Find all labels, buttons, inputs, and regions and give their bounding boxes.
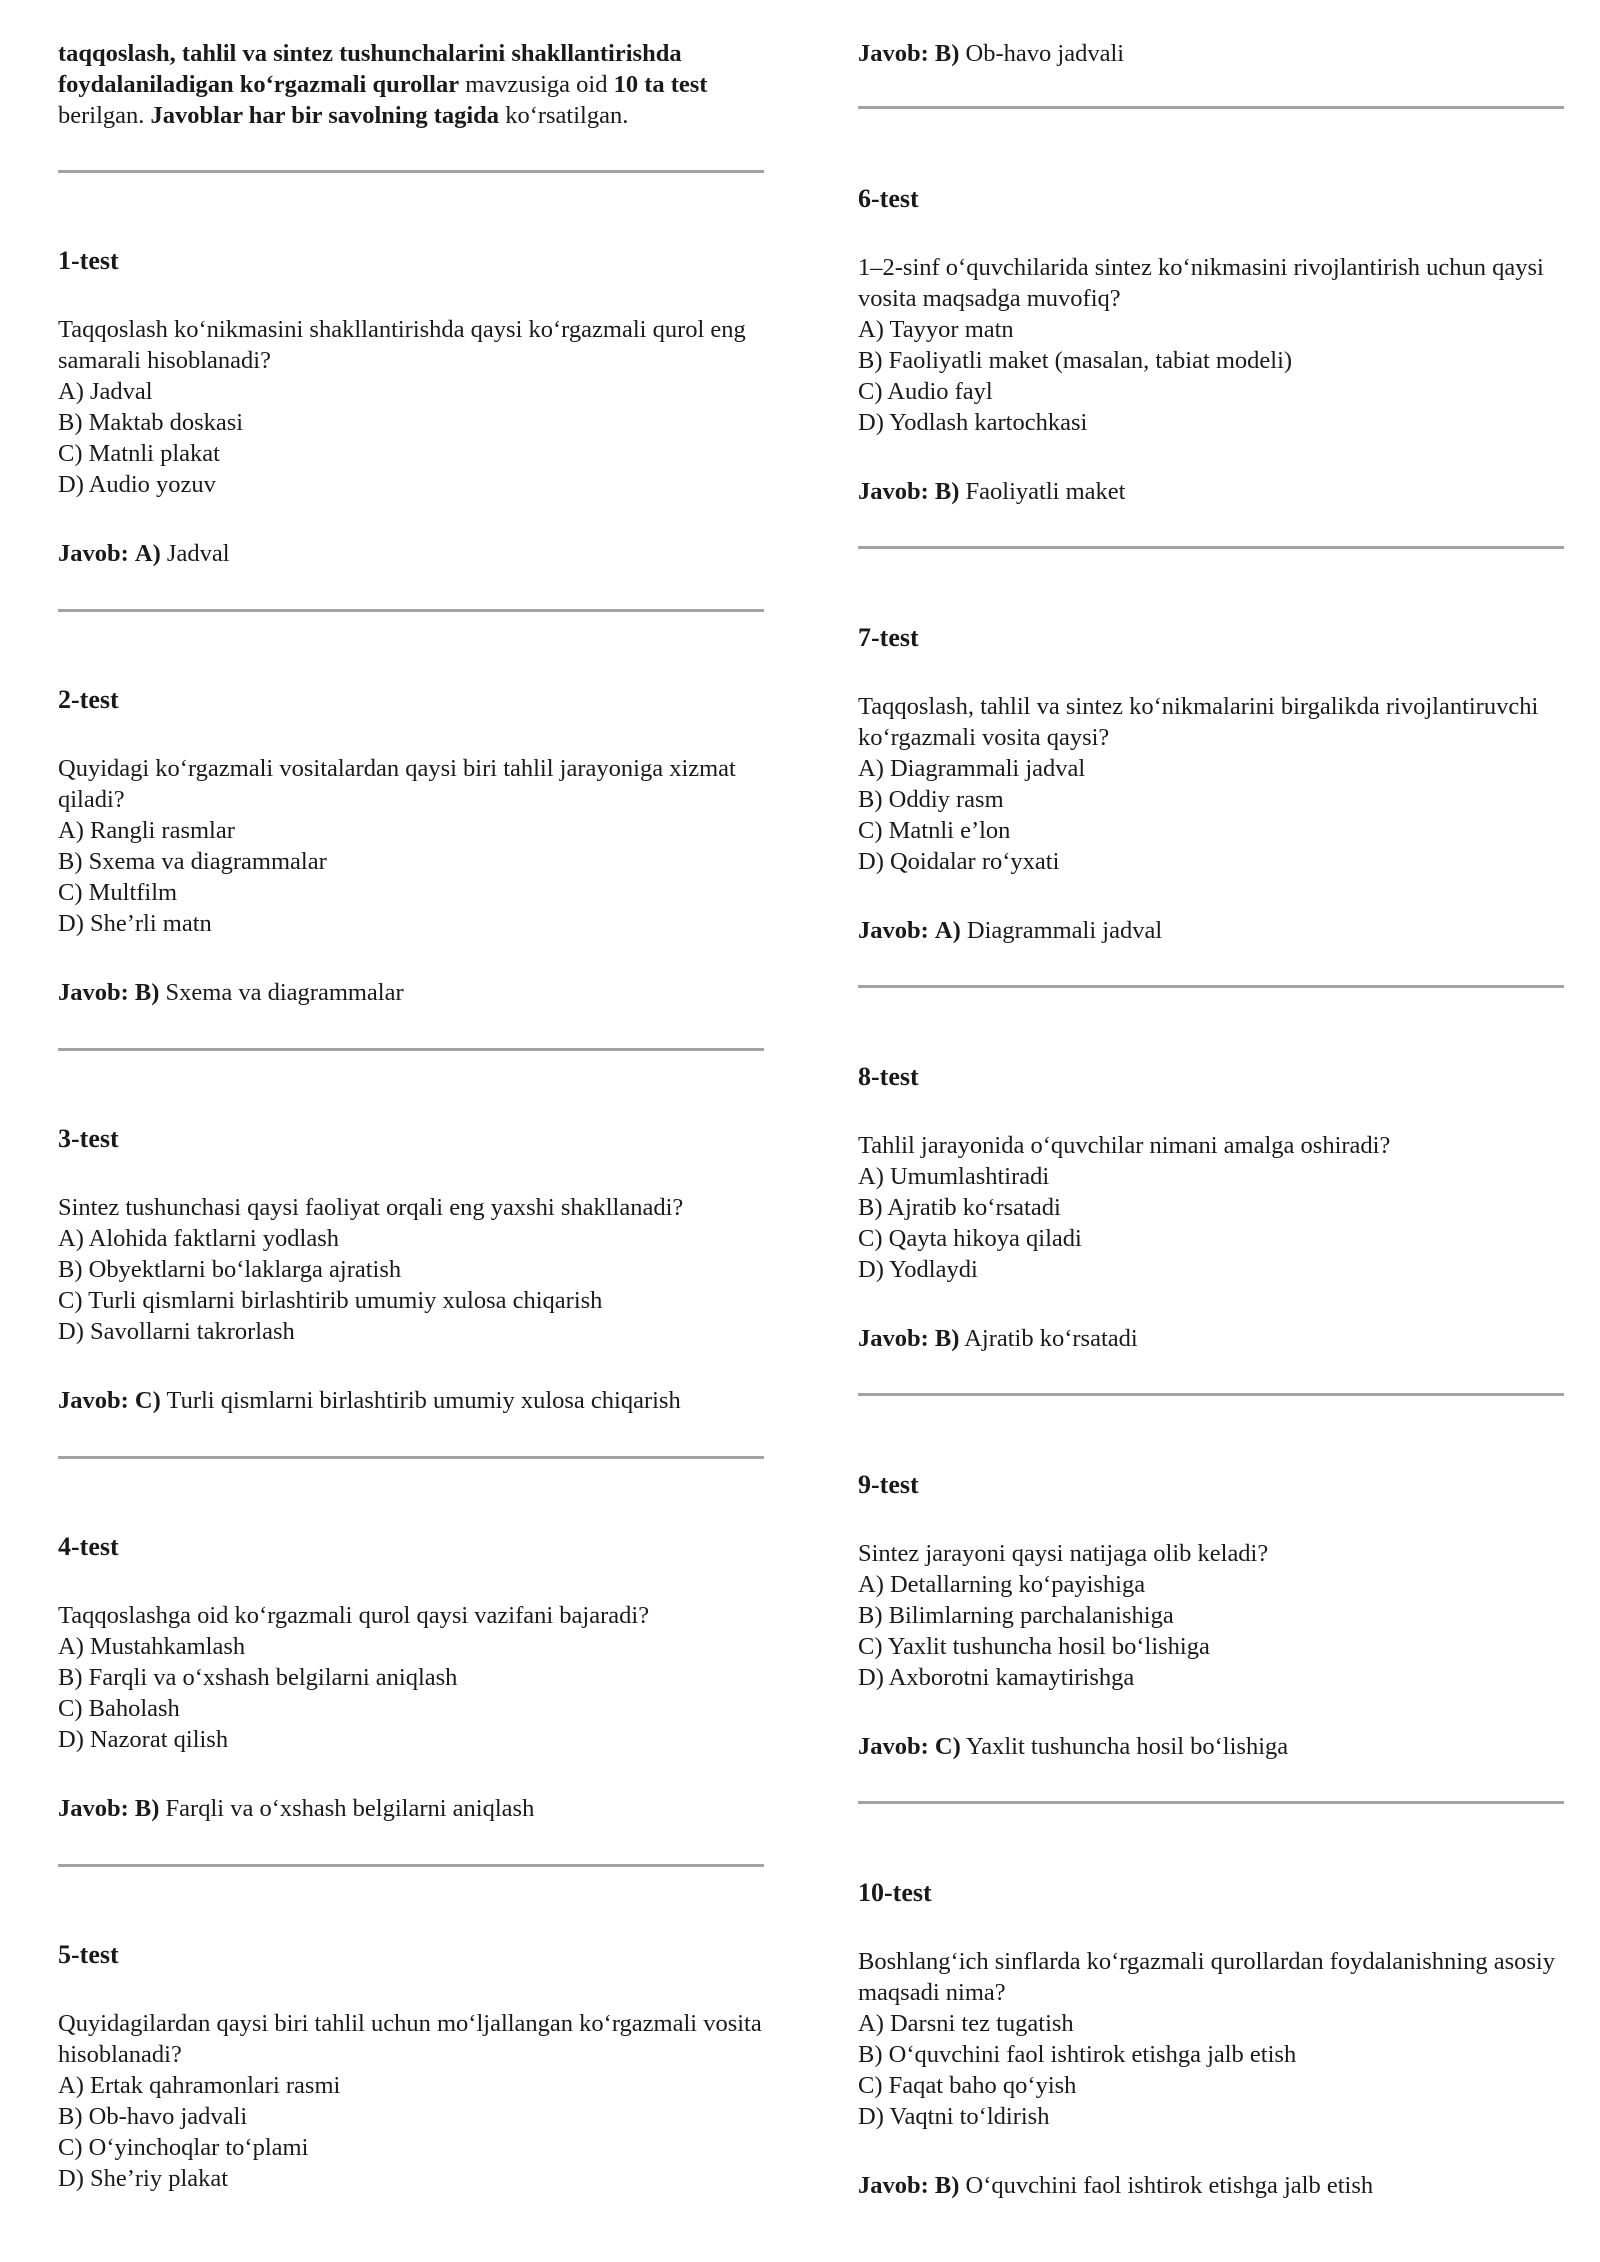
test-answer [858, 476, 1564, 507]
option-b: B) Oddiy rasm [858, 786, 1004, 813]
answer-text: Turli qismlarni birlashtirib umumiy xulosa chiqarish [166, 1387, 681, 1414]
intro-text: mavzusiga oid [459, 71, 614, 98]
divider [858, 546, 1564, 549]
test-title: 8-test [858, 1062, 919, 1091]
option-a: A) Jadval [58, 378, 153, 405]
test-6 [858, 183, 1564, 507]
divider [58, 1456, 764, 1459]
test-answer [858, 1323, 1564, 1354]
option-c: C) Multfilm [58, 879, 178, 906]
test-1 [58, 245, 764, 569]
answer-text: Ob-havo jadvali [965, 40, 1125, 67]
answer-letter: B) [934, 478, 960, 505]
option-b: B) Maktab doskasi [58, 409, 244, 436]
option-d: D) Yodlash kartochkasi [858, 409, 1088, 436]
option-a: A) Tayyor matn [858, 316, 1014, 343]
test-question: Tahlil jarayonida o‘quvchilar nimani amalga oshiradi? [858, 1132, 1391, 1159]
test-2 [58, 684, 764, 1008]
test-title: 10-test [858, 1878, 932, 1907]
test-answer [58, 1385, 764, 1416]
test-question: Quyidagi ko‘rgazmali vositalardan qaysi biri tahlil jarayoniga xizmat qiladi? [58, 755, 736, 813]
option-d: D) Vaqtni to‘ldirish [858, 2103, 1050, 2130]
answer-letter: C) [934, 1733, 961, 1760]
answer-letter: A) [934, 917, 961, 944]
option-a: A) Alohida faktlarni yodlash [58, 1225, 340, 1252]
answer-text: Farqli va o‘xshash belgilarni aniqlash [165, 1795, 535, 1822]
option-d: D) Qoidalar ro‘yxati [858, 848, 1060, 875]
option-a: A) Umumlashtiradi [858, 1163, 1050, 1190]
test-question: Taqqoslash, tahlil va sintez ko‘nikmalarini birgalikda rivojlantiruvchi ko‘rgazmali vosita qaysi? [858, 693, 1539, 751]
option-d: D) Savollarni takrorlash [58, 1318, 295, 1345]
option-a: A) Rangli rasmlar [58, 817, 235, 844]
option-c: C) Matnli plakat [58, 440, 220, 467]
answer-label: Javob: [858, 1325, 929, 1352]
answer-letter: B) [134, 1795, 160, 1822]
option-c: C) Yaxlit tushuncha hosil bo‘lishiga [858, 1633, 1210, 1660]
test-answer [58, 538, 764, 569]
answer-text: Diagrammali jadval [966, 917, 1163, 944]
test-title: 7-test [858, 623, 919, 652]
intro-note: Javoblar har bir savolning tagida [150, 102, 500, 129]
answer-label: Javob: [58, 540, 129, 567]
option-c: C) Baholash [58, 1695, 180, 1722]
divider [858, 985, 1564, 988]
option-c: C) O‘yinchoqlar to‘plami [58, 2134, 309, 2161]
intro-topic: taqqoslash, tahlil va sintez tushunchalarini shakllantirishda foydalaniladigan ko‘rgazmali qurollar [58, 40, 682, 98]
option-c: C) Faqat baho qo‘yish [858, 2072, 1077, 2099]
option-b: B) Faoliyatli maket (masalan, tabiat modeli) [858, 347, 1293, 374]
test-3 [58, 1123, 764, 1416]
answer-label: Javob: [58, 979, 129, 1006]
option-b: B) Obyektlarni bo‘laklarga ajratish [58, 1256, 402, 1283]
test-question: Taqqoslash ko‘nikmasini shakllantirishda qaysi ko‘rgazmali qurol eng samarali hisoblanadi? [58, 316, 746, 374]
option-a: A) Ertak qahramonlari rasmi [58, 2072, 341, 2099]
option-a: A) Detallarning ko‘payishiga [858, 1571, 1146, 1598]
intro-paragraph [58, 38, 764, 131]
answer-label: Javob: [858, 917, 929, 944]
intro-text: ko‘rsatilgan. [499, 102, 629, 129]
option-b: B) Sxema va diagrammalar [58, 848, 327, 875]
answer-letter: B) [934, 2172, 960, 2199]
answer-text: O‘quvchini faol ishtirok etishga jalb etish [965, 2172, 1374, 2199]
test-title: 2-test [58, 685, 119, 714]
test-5-answer-continued [858, 38, 1564, 69]
answer-text: Sxema va diagrammalar [165, 979, 404, 1006]
answer-letter: A) [134, 540, 161, 567]
test-question: Boshlang‘ich sinflarda ko‘rgazmali qurollardan foydalanishning asosiy maqsadi nima? [858, 1948, 1555, 2006]
divider [58, 609, 764, 612]
divider [58, 170, 764, 173]
answer-label: Javob: [858, 478, 929, 505]
option-b: B) Farqli va o‘xshash belgilarni aniqlash [58, 1664, 458, 1691]
answer-text: Jadval [166, 540, 230, 567]
test-title: 9-test [858, 1470, 919, 1499]
answer-letter: B) [134, 979, 160, 1006]
answer-label: Javob: [858, 2172, 929, 2199]
divider [858, 1393, 1564, 1396]
option-b: B) Ajratib ko‘rsatadi [858, 1194, 1061, 1221]
intro-text: berilgan. [58, 102, 151, 129]
test-question: Sintez tushunchasi qaysi faoliyat orqali eng yaxshi shakllanadi? [58, 1194, 684, 1221]
intro-count: 10 ta test [613, 71, 708, 98]
test-answer [858, 38, 1564, 69]
test-question: Taqqoslashga oid ko‘rgazmali qurol qaysi vazifani bajaradi? [58, 1602, 650, 1629]
test-title: 6-test [858, 184, 919, 213]
answer-label: Javob: [58, 1387, 129, 1414]
answer-text: Ajratib ko‘rsatadi [964, 1325, 1138, 1352]
divider [58, 1864, 764, 1867]
answer-letter: C) [134, 1387, 161, 1414]
test-answer [858, 1731, 1564, 1762]
answer-label: Javob: [58, 1795, 129, 1822]
test-10 [858, 1877, 1564, 2201]
answer-label: Javob: [858, 1733, 929, 1760]
option-d: D) Yodlaydi [858, 1256, 978, 1283]
test-4 [58, 1531, 764, 1824]
option-c: C) Audio fayl [858, 378, 993, 405]
option-a: A) Mustahkamlash [58, 1633, 246, 1660]
test-title: 1-test [58, 246, 119, 275]
test-question: Quyidagilardan qaysi biri tahlil uchun mo‘ljallangan ko‘rgazmali vosita hisoblanadi? [58, 2010, 762, 2068]
option-c: C) Turli qismlarni birlashtirib umumiy xulosa chiqarish [58, 1287, 603, 1314]
answer-letter: B) [934, 1325, 960, 1352]
option-d: D) Nazorat qilish [58, 1726, 229, 1753]
test-5 [58, 1939, 764, 2194]
option-b: B) O‘quvchini faol ishtirok etishga jalb etish [858, 2041, 1297, 2068]
divider [58, 1048, 764, 1051]
divider [858, 106, 1564, 109]
test-answer [858, 2170, 1564, 2201]
test-title: 3-test [58, 1124, 119, 1153]
option-c: C) Matnli e’lon [858, 817, 1011, 844]
option-d: D) She’rli matn [58, 910, 212, 937]
option-b: B) Bilimlarning parchalanishiga [858, 1602, 1174, 1629]
test-question: Sintez jarayoni qaysi natijaga olib keladi? [858, 1540, 1269, 1567]
test-question: 1–2-sinf o‘quvchilarida sintez ko‘nikmasini rivojlantirish uchun qaysi vosita maqsadga muvofiq? [858, 254, 1544, 312]
option-a: A) Diagrammali jadval [858, 755, 1086, 782]
option-d: D) Audio yozuv [58, 471, 216, 498]
test-9 [858, 1469, 1564, 1762]
test-answer [58, 1793, 764, 1824]
test-answer [858, 915, 1564, 946]
test-title: 5-test [58, 1940, 119, 1969]
answer-letter: B) [934, 40, 960, 67]
test-7 [858, 622, 1564, 946]
option-d: D) She’riy plakat [58, 2165, 229, 2192]
answer-text: Yaxlit tushuncha hosil bo‘lishiga [966, 1733, 1289, 1760]
test-title: 4-test [58, 1532, 119, 1561]
divider [858, 1801, 1564, 1804]
answer-text: Faoliyatli maket [965, 478, 1126, 505]
option-c: C) Qayta hikoya qiladi [858, 1225, 1082, 1252]
option-a: A) Darsni tez tugatish [858, 2010, 1074, 2037]
option-b: B) Ob-havo jadvali [58, 2103, 248, 2130]
test-8 [858, 1061, 1564, 1354]
option-d: D) Axborotni kamaytirishga [858, 1664, 1135, 1691]
answer-label: Javob: [858, 40, 929, 67]
test-answer [58, 977, 764, 1008]
